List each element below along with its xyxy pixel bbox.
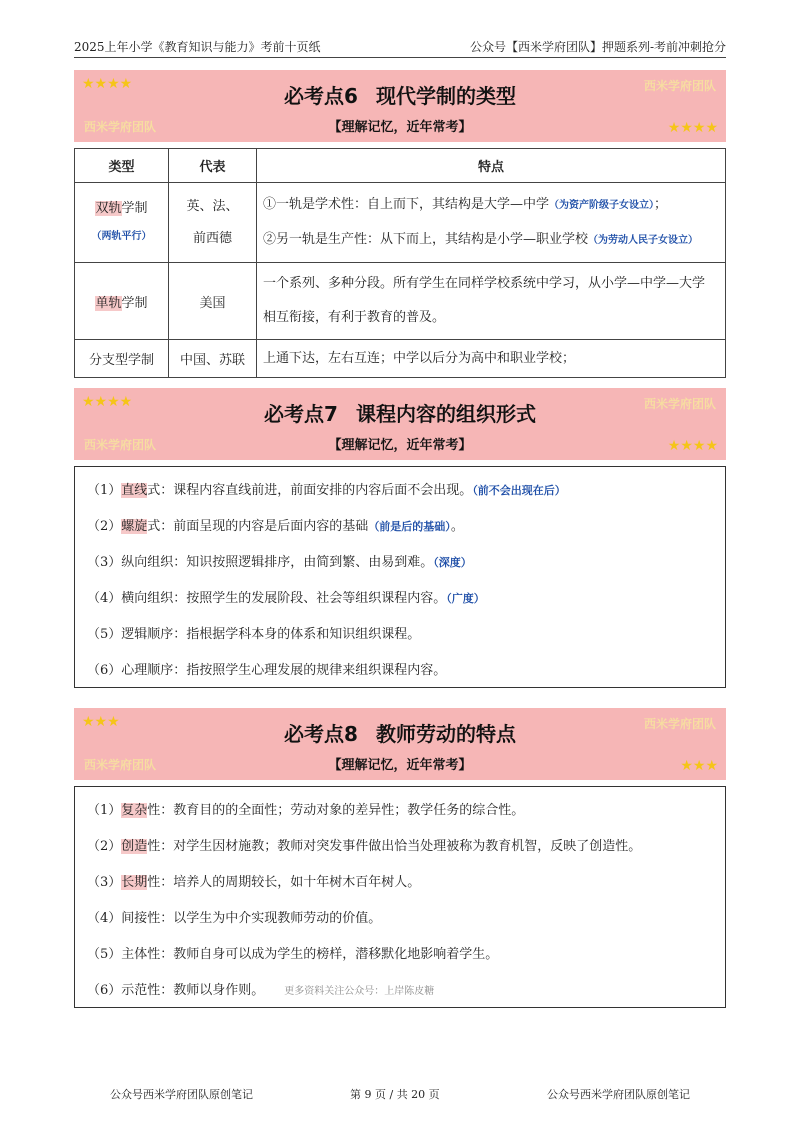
watermark-text: 西米学府团队: [643, 397, 716, 411]
highlight-text: 复杂: [121, 803, 148, 818]
item-number: （4）: [87, 591, 122, 606]
item-number: （4）: [87, 911, 122, 926]
table-row: [75, 183, 726, 263]
item-number: （3）: [87, 555, 122, 570]
section-title: [74, 80, 726, 109]
list-item: [87, 509, 713, 545]
page-number: 第 9 页 / 共 20 页: [350, 1088, 440, 1101]
section-title: [74, 718, 726, 747]
footer-right: 公众号西米学府团队原创笔记: [547, 1088, 690, 1101]
cell-text: 英、法、: [186, 198, 239, 214]
page-header: [74, 38, 726, 58]
list-item: [87, 617, 713, 653]
highlight-text: 双轨: [95, 200, 122, 216]
item-text: 心理顺序：指按照学生心理发展的规律来组织课程内容。: [121, 663, 447, 678]
item-text: 性：对学生因材施教；教师对突发事件做出恰当处理被称为教育机智，反映了创造性。: [147, 839, 642, 854]
table-row: [75, 263, 726, 340]
table-header-cell: 类型: [75, 149, 169, 183]
note-text: （广度）: [446, 592, 485, 605]
item-number: （2）: [87, 839, 122, 854]
table-cell-type: [75, 263, 169, 340]
cell-text: 相互衔接，有利于教育的普及。: [263, 310, 446, 325]
table-header-cell: 特点: [257, 149, 726, 183]
star-rating-icon: ★★★★: [82, 394, 133, 410]
note-text: （为劳动人民子女设立）: [588, 234, 699, 246]
section-subtitle: 【理解记忆，近年常考】: [328, 758, 472, 773]
star-rating-icon: ★★★★: [667, 438, 718, 454]
star-rating-icon: ★★★★: [82, 76, 133, 92]
list-item: [87, 581, 713, 617]
table-cell-representative: 中国、苏联: [169, 340, 257, 378]
list-item: [87, 545, 713, 581]
watermark-text: 西米学府团队: [84, 758, 157, 772]
section-heading: 现代学制的类型: [375, 84, 516, 108]
more-info-note: 更多资料关注公众号：上岸陈皮糖: [284, 986, 435, 997]
highlight-text: 长期: [121, 875, 148, 890]
cell-text: ；: [654, 196, 668, 212]
table-header-row: [75, 149, 726, 183]
section-title: [74, 398, 726, 427]
item-text: 性：教育目的的全面性；劳动对象的差异性；教学任务的综合性。: [147, 803, 525, 818]
section-number: 必考点6: [284, 84, 358, 108]
list-item: [87, 473, 713, 509]
section-number: 必考点8: [284, 722, 358, 746]
note-text: （两轨平行）: [91, 230, 152, 242]
table-cell-type: 分支型学制: [75, 340, 169, 378]
note-text: （为资产阶级子女设立）: [549, 199, 655, 211]
teacher-labor-list: [74, 786, 726, 1008]
cell-text: ①一轨是学术性：自上而下，其结构是大学—中学: [263, 196, 550, 212]
table-cell-representative: [169, 183, 257, 263]
section-subtitle: 【理解记忆，近年常考】: [328, 120, 472, 135]
section-7-banner: [74, 388, 726, 460]
watermark-text: 西米学府团队: [643, 79, 716, 93]
item-number: （6）: [87, 663, 122, 678]
item-text: 横向组织：按照学生的发展阶段、社会等组织课程内容。: [121, 591, 447, 606]
list-item: [87, 901, 713, 937]
section-6-banner: [74, 70, 726, 142]
list-item: [87, 937, 713, 973]
highlight-text: 单轨: [95, 295, 122, 311]
course-organization-list: [74, 466, 726, 688]
item-text: 示范性：教师以身作则。: [121, 983, 265, 998]
item-number: （3）: [87, 875, 122, 890]
table-cell-feature: 上通下达，左右互连；中学以后分为高中和职业学校；: [257, 340, 726, 378]
item-number: （2）: [87, 519, 122, 534]
school-system-table: [74, 148, 726, 378]
item-number: （5）: [87, 947, 122, 962]
watermark-text: 西米学府团队: [84, 120, 157, 134]
table-cell-feature: [257, 183, 726, 263]
item-text: 逻辑顺序：指根据学科本身的体系和知识组织课程。: [121, 627, 421, 642]
cell-text: 学制: [121, 200, 148, 216]
star-rating-icon: ★★★: [82, 714, 120, 730]
item-text: 间接性：以学生为中介实现教师劳动的价值。: [121, 911, 382, 926]
item-text: 式：前面呈现的内容是后面内容的基础: [147, 519, 369, 534]
note-text: （深度）: [433, 556, 472, 569]
item-text: 性：培养人的周期较长，如十年树木百年树人。: [147, 875, 421, 890]
list-item: [87, 829, 713, 865]
section-number: 必考点7: [264, 402, 338, 426]
table-cell-feature: [257, 263, 726, 340]
table-cell-representative: 美国: [169, 263, 257, 340]
list-item: [87, 793, 713, 829]
item-number: （1）: [87, 483, 122, 498]
highlight-text: 创造: [121, 839, 148, 854]
highlight-text: 螺旋: [121, 519, 148, 534]
section-subtitle: 【理解记忆，近年常考】: [328, 438, 472, 453]
cell-text: 一个系列、多种分段。所有学生在同样学校系统中学习，从小学—中学—大学: [263, 276, 706, 291]
cell-text: 学制: [121, 295, 148, 311]
star-rating-icon: ★★★: [680, 758, 718, 774]
item-number: （6）: [87, 983, 122, 998]
highlight-text: 直线: [121, 483, 148, 498]
list-item: [87, 653, 713, 689]
section-heading: 教师劳动的特点: [375, 722, 516, 746]
item-text: 。: [450, 519, 464, 534]
list-item: [87, 865, 713, 901]
header-left-title: 2025上年小学《教育知识与能力》考前十页纸: [74, 40, 321, 54]
watermark-text: 西米学府团队: [84, 438, 157, 452]
cell-text: ②另一轨是生产性：从下而上，其结构是小学—职业学校: [263, 231, 589, 247]
table-header-cell: 代表: [169, 149, 257, 183]
section-8-banner: [74, 708, 726, 780]
header-right-title: 公众号【西米学府团队】押题系列-考前冲刺抢分: [469, 40, 726, 54]
list-item: [87, 973, 713, 1009]
cell-text: 前西德: [192, 230, 232, 246]
item-text: 纵向组织：知识按照逻辑排序，由简到繁、由易到难。: [121, 555, 434, 570]
note-text: （前是后的基础）: [368, 520, 451, 533]
item-number: （5）: [87, 627, 122, 642]
watermark-text: 西米学府团队: [643, 717, 716, 731]
section-heading: 课程内容的组织形式: [355, 402, 536, 426]
table-cell-type: [75, 183, 169, 263]
note-text: （前不会出现在后）: [472, 484, 566, 497]
table-row: [75, 340, 726, 378]
footer-left: 公众号西米学府团队原创笔记: [110, 1088, 253, 1101]
item-text: 式：课程内容直线前进，前面安排的内容后面不会出现。: [147, 483, 473, 498]
item-text: 主体性：教师自身可以成为学生的榜样，潜移默化地影响着学生。: [121, 947, 499, 962]
item-number: （1）: [87, 803, 122, 818]
star-rating-icon: ★★★★: [667, 120, 718, 136]
